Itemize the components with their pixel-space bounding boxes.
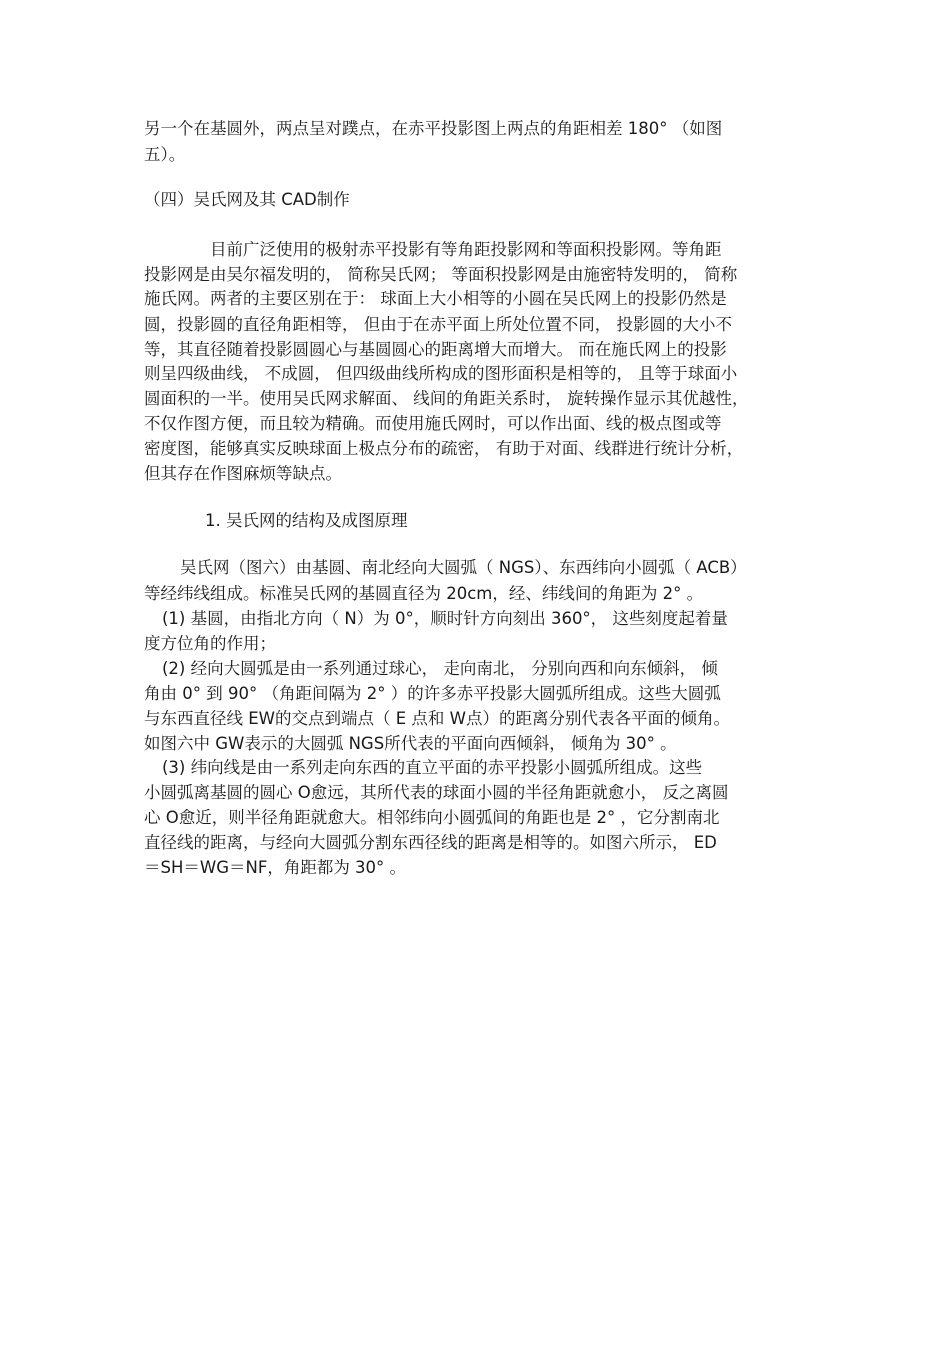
- text-line-18: 角由 0° 到 90° （角距间隔为 2° ）的许多赤平投影大圆弧所组成。这些大圆弧: [144, 684, 721, 703]
- text-line-21: (3) 纬向线是由一系列走向东西的直立平面的赤平投影小圆弧所组成。这些: [162, 758, 703, 777]
- text-line-19: 与东西直径线 EW的交点到端点（ E 点和 W点）的距离分别代表各平面的倾角。: [144, 709, 730, 728]
- text-line-7: 等，其直径随着投影圆圆心与基圆圆心的距离增大而增大。 而在施氏网上的投影: [144, 340, 727, 359]
- text-line-25: ＝SH＝WG＝NF，角距都为 30° 。: [144, 858, 407, 877]
- text-line-3: 目前广泛使用的极射赤平投影有等角距投影网和等面积投影网。等角距: [210, 240, 722, 259]
- text-line-10: 不仅作图方便，而且较为精确。而使用施氏网时，可以作出面、线的极点图或等: [144, 414, 722, 433]
- text-line-6: 圆，投影圆的直径角距相等， 但由于在赤平面上所处位置不同， 投影圆的大小不: [144, 315, 732, 334]
- text-line-15: (1) 基圆，由指北方向（ N）为 0°，顺时针方向刻出 360°， 这些刻度起着量: [162, 609, 728, 628]
- text-line-11: 密度图，能够真实反映球面上极点分布的疏密， 有助于对面、线群进行统计分析，: [144, 439, 744, 458]
- text-line-5: 施氏网。两者的主要区别在于： 球面上大小相等的小圆在吴氏网上的投影仍然是: [144, 289, 727, 308]
- text-line-9: 圆面积的一半。使用吴氏网求解面、 线间的角距关系时， 旋转操作显示其优越性，: [144, 389, 749, 408]
- text-line-16: 度方位角的作用；: [144, 634, 276, 653]
- text-line-17: (2) 经向大圆弧是由一系列通过球心， 走向南北， 分别向西和向东倾斜， 倾: [162, 659, 718, 678]
- subsection-heading: 1. 吴氏网的结构及成图原理: [205, 511, 408, 530]
- text-line-14: 等经纬线组成。标准吴氏网的基圆直径为 20cm，经、纬线间的角距为 2° 。: [144, 584, 704, 603]
- text-line-24: 直径线的距离，与经向大圆弧分割东西径线的距离是相等的。如图六所示， ED: [144, 833, 717, 852]
- text-line-2: 五）。: [144, 145, 186, 164]
- text-line-12: 但其存在作图麻烦等缺点。: [144, 464, 342, 483]
- text-line-23: 心 O愈近，则半径角距就愈大。相邻纬向小圆弧间的角距也是 2° ，它分割南北: [144, 808, 720, 827]
- text-line-8: 则呈四级曲线， 不成圆， 但四级曲线所构成的图形面积是相等的， 且等于球面小: [144, 364, 738, 383]
- text-line-13: 吴氏网（图六）由基圆、南北经向大圆弧（ NGS）、东西纬向小圆弧（ ACB）: [180, 558, 747, 577]
- text-line-22: 小圆弧离基圆的圆心 O愈远，其所代表的球面小圆的半径角距就愈小， 反之离圆: [144, 783, 729, 802]
- text-line-20: 如图六中 GW表示的大圆弧 NGS所代表的平面向西倾斜， 倾角为 30° 。: [144, 734, 677, 753]
- text-line-4: 投影网是由吴尔福发明的， 简称吴氏网； 等面积投影网是由施密特发明的， 简称: [144, 265, 738, 284]
- text-line-1: 另一个在基圆外，两点呈对蹼点，在赤平投影图上两点的角距相差 180° （如图: [144, 119, 723, 138]
- section-heading: （四）吴氏网及其 CAD制作: [144, 190, 350, 209]
